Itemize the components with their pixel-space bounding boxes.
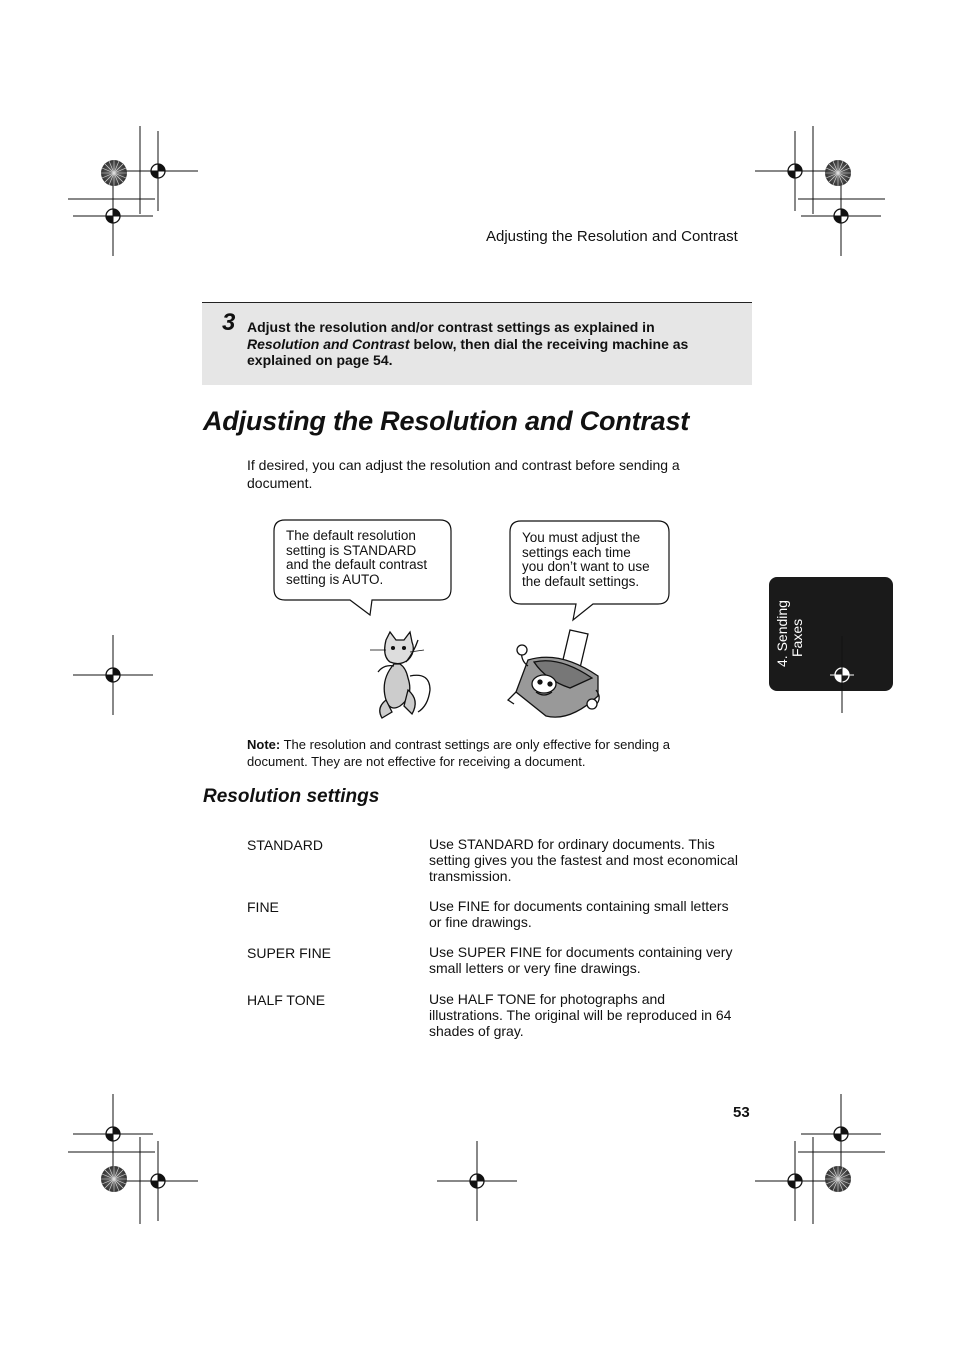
resolution-term: SUPER FINE — [247, 945, 332, 961]
chapter-tab-line: 4. Sending — [774, 600, 790, 667]
registration-mark-icon — [437, 1141, 517, 1221]
bubble-line: you don’t want to use — [522, 559, 650, 575]
cat-mascot-icon — [370, 632, 430, 718]
fax-machine-mascot-icon — [508, 630, 599, 717]
color-target-icon — [101, 160, 127, 186]
resolution-settings-heading: Resolution settings — [203, 786, 380, 807]
chapter-tab — [769, 577, 893, 691]
page-number: 53 — [733, 1104, 750, 1121]
resolution-description: Use STANDARD for ordinary documents. This setting gives you the fastest and most economical transmission. — [429, 836, 738, 884]
right-bubble-text — [522, 531, 667, 589]
step-text-rest: below, then dial the receiving machine as explained on page 54. — [247, 335, 689, 368]
section-intro: If desired, you can adjust the resolution and contrast before sending a document. — [247, 457, 680, 491]
color-target-icon — [825, 160, 851, 186]
resolution-description: Use SUPER FINE for documents containing very small letters or very fine drawings. — [429, 944, 733, 976]
step-text-line1: Adjust the resolution and/or contrast settings as explained in — [247, 319, 655, 335]
resolution-description: Use HALF TONE for photographs and illustrations. The original will be reproduced in 64 shades of gray. — [429, 991, 732, 1039]
registration-mark-icon — [755, 1141, 835, 1221]
note-text: The resolution and contrast settings are only effective for sending a document. They are not effective for receiving a document. — [247, 737, 670, 769]
registration-mark-icon — [73, 176, 153, 256]
bubble-line: setting is STANDARD — [286, 542, 417, 558]
resolution-term: HALF TONE — [247, 992, 326, 1008]
bubble-line: settings each time — [522, 544, 631, 560]
chapter-tab-mark — [769, 577, 893, 691]
resolution-term: FINE — [247, 899, 279, 915]
left-bubble-text — [286, 529, 446, 587]
note-label: Note: — [247, 737, 281, 752]
resolution-description: Use FINE for documents containing small letters or fine drawings. — [429, 898, 729, 930]
step-number: 3 — [222, 309, 236, 336]
step-callout — [202, 302, 752, 385]
chapter-tab-line: Faxes — [789, 618, 805, 657]
bubble-line: setting is AUTO. — [286, 571, 384, 587]
step-text-italic: Resolution and Contrast — [247, 335, 410, 352]
registration-mark-icon — [73, 635, 153, 715]
bubble-line: the default settings. — [522, 573, 640, 589]
bubble-line: You must adjust the — [522, 530, 641, 545]
section-title: Adjusting the Resolution and Contrast — [203, 406, 690, 436]
registration-mark-icon — [118, 1141, 198, 1221]
color-target-icon — [825, 1166, 851, 1192]
running-header: Adjusting the Resolution and Contrast — [486, 228, 738, 245]
bubble-line: and the default contrast — [286, 557, 428, 573]
bubble-line: The default resolution — [286, 528, 416, 543]
step-instruction — [247, 319, 727, 369]
color-target-icon — [101, 1166, 127, 1192]
resolution-term: STANDARD — [247, 837, 323, 853]
note-paragraph — [247, 736, 717, 770]
registration-mark-icon — [73, 1094, 153, 1174]
